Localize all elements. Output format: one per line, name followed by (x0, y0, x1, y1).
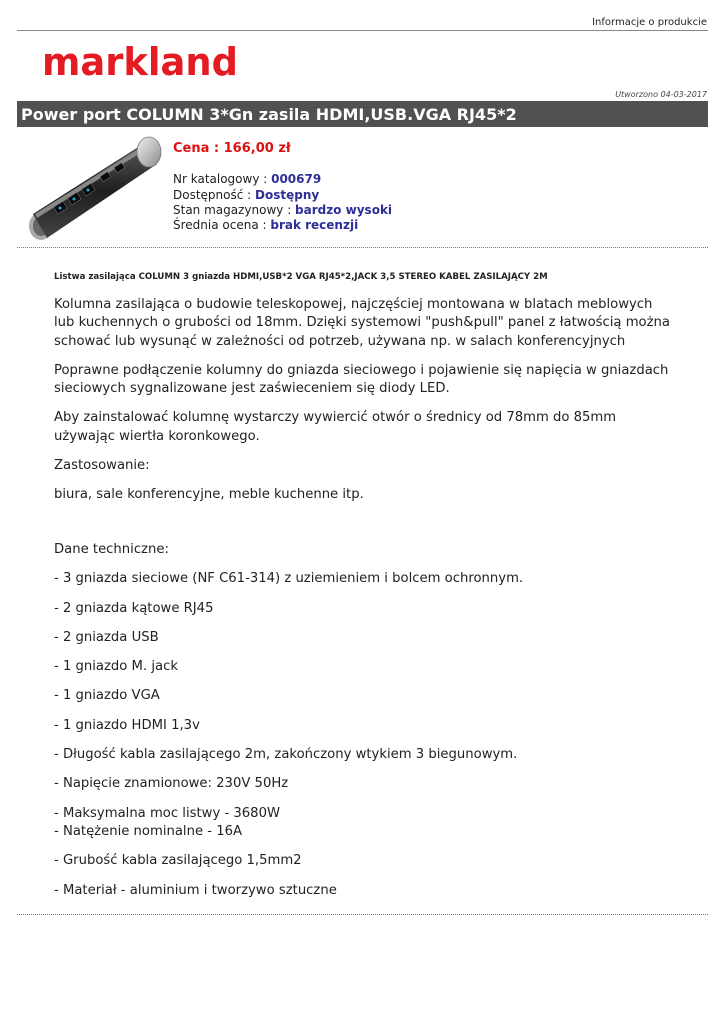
product-title: Power port COLUMN 3*Gn zasila HDMI,USB.VGA RJ45*2 (17, 101, 708, 127)
stock-row (173, 203, 392, 218)
catalog-row (173, 172, 392, 187)
price: Cena : 166,00 zł (173, 141, 291, 156)
paragraph: Kolumna zasilająca o budowie teleskopowej, najczęściej montowana w blatach meblowych lub kuchennych o grubości od 18mm. Dzięki systemowi "push&pull" panel z łatwością można schować lub wysunąć w zależności od potrzeb, używana np. w salach konferencyjnych (54, 297, 670, 349)
tech-item: - 3 gniazda sieciowe (NF C61-314) z uziemieniem i bolcem ochronnym. (54, 571, 524, 587)
tech-item: - Natężenie nominalne - 16A (54, 823, 242, 839)
tech-item: - Napięcie znamionowe: 230V 50Hz (54, 776, 289, 792)
stock-value: bardzo wysoki (295, 202, 393, 217)
top-divider (17, 30, 708, 31)
stock-label: Stan magazynowy : (173, 202, 296, 217)
product-image (25, 134, 165, 242)
tech-item: - 2 gniazda USB (54, 629, 159, 645)
tech-item: - Długość kabla zasilającego 2m, zakończony wtykiem 3 biegunowym. (54, 747, 518, 763)
markland-logo[interactable] (42, 42, 242, 84)
paragraph: Aby zainstalować kolumnę wystarczy wywiercić otwór o średnicy od 78mm do 85mm używając wiertła koronkowego. (54, 410, 617, 444)
product-info (173, 141, 392, 233)
tech-item: - Grubość kabla zasilającego 1,5mm2 (54, 853, 302, 869)
paragraph: Zastosowanie: (54, 458, 150, 474)
catalog-label: Nr katalogowy : (173, 172, 272, 187)
availability-value: Dostępny (255, 187, 320, 202)
section-divider (17, 247, 708, 248)
logo-text: markland (42, 42, 238, 84)
availability-label: Dostępność : (173, 187, 256, 202)
paragraph: Poprawne podłączenie kolumny do gniazda sieciowego i pojawienie się napięcia w gniazdach sieciowych sygnalizowane jest zaświeceniem się diody LED. (54, 362, 669, 397)
tech-item: - Maksymalna moc listwy - 3680W (54, 805, 281, 821)
description (54, 296, 674, 505)
paragraph: biura, sale konferencyjne, meble kuchenne itp. (54, 487, 364, 503)
tech-item: - Materiał - aluminium i tworzywo sztuczne (54, 882, 337, 898)
page-section-label: Informacje o produkcie (592, 17, 707, 28)
rating-label: Średnia ocena : (173, 218, 271, 233)
catalog-value: 000679 (271, 172, 322, 187)
tech-heading: Dane techniczne: (54, 542, 169, 557)
availability-row (173, 188, 392, 203)
tech-specs (54, 541, 523, 900)
tech-item: - 1 gniazdo HDMI 1,3v (54, 717, 200, 733)
tech-item: - 1 gniazdo VGA (54, 688, 160, 704)
created-date: Utworzono 04-03-2017 (615, 90, 707, 99)
rating-value: brak recenzji (270, 218, 359, 233)
tech-item: - 2 gniazda kątowe RJ45 (54, 600, 214, 616)
bottom-divider (17, 914, 708, 915)
product-subtitle: Listwa zasilająca COLUMN 3 gniazda HDMI,USB*2 VGA RJ45*2,JACK 3,5 STEREO KABEL ZASILAJĄCY 2M (54, 272, 548, 282)
rating-row (173, 218, 392, 233)
tech-item: - 1 gniazdo M. jack (54, 659, 178, 675)
